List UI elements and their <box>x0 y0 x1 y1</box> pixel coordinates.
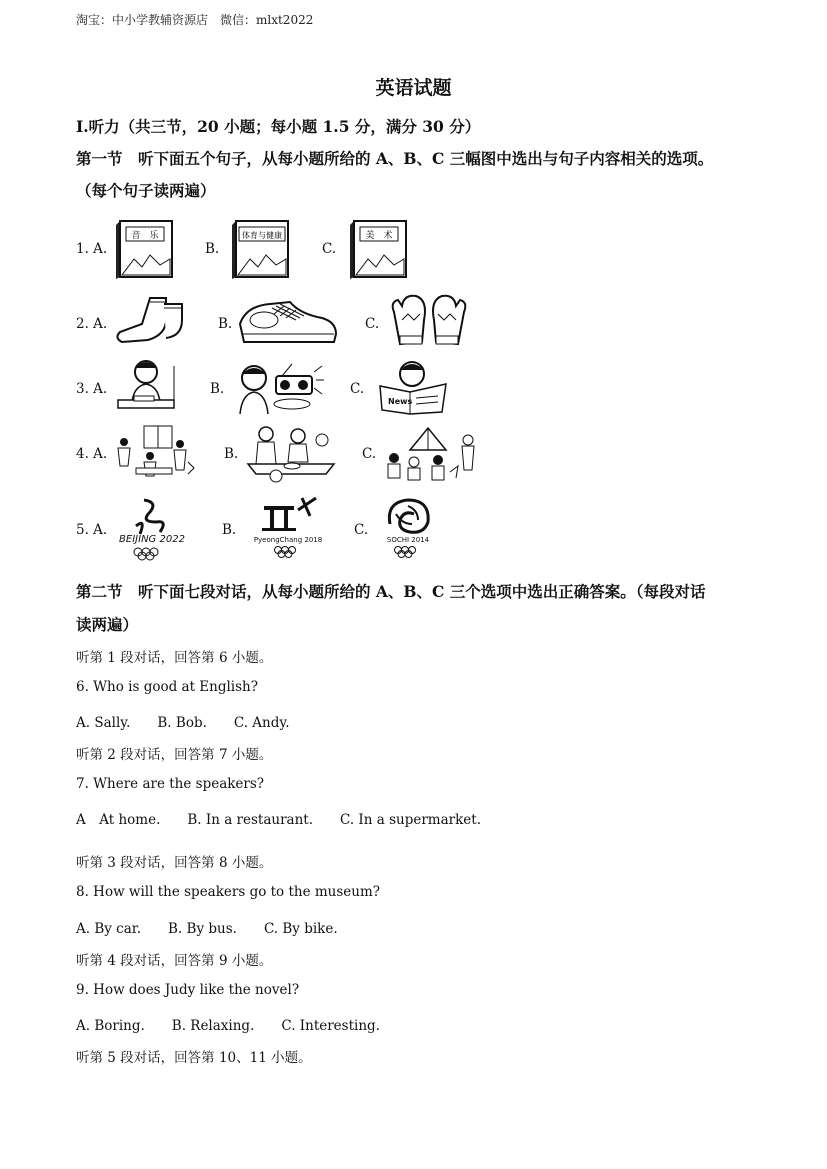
q4-label-c: C. <box>362 446 377 462</box>
question-9: 9. How does Judy like the novel? <box>76 982 300 998</box>
section1-instruction: 第一节 听下面五个句子，从每小题所给的 A、B、C 三幅图中选出与句子内容相关的选项。 <box>76 149 714 168</box>
question-6-options: A. Sally. B. Bob. C. Andy. <box>76 715 290 731</box>
question-7: 7. Where are the speakers? <box>76 776 265 792</box>
q3-option-b-boy-radio <box>234 356 326 416</box>
q2-label-c: C. <box>365 316 380 332</box>
q3-option-a-boy-writing <box>112 356 178 414</box>
dialogue-2-instruction: 听第 2 段对话，回答第 7 小题。 <box>76 747 273 763</box>
svg-text:News: News <box>388 397 413 406</box>
dialogue-1-instruction: 听第 1 段对话，回答第 6 小题。 <box>76 650 273 666</box>
svg-text:PyeongChang 2018: PyeongChang 2018 <box>253 536 323 544</box>
svg-text:体育与健康: 体育与健康 <box>242 231 282 240</box>
part1-heading: I.听力（共三节，20 小题；每小题 1.5 分，满分 30 分） <box>76 117 481 136</box>
svg-text:BEIJING 2022: BEIJING 2022 <box>119 534 185 545</box>
q2-label-a: 2. A. <box>76 316 108 332</box>
q3-label-a: 3. A. <box>76 381 108 397</box>
dialogue-3-instruction: 听第 3 段对话，回答第 8 小题。 <box>76 855 273 871</box>
q4-option-c-family-camping <box>384 420 480 482</box>
q5-label-a: 5. A. <box>76 522 108 538</box>
q5-label-c: C. <box>354 522 369 538</box>
svg-text:美 术: 美 术 <box>365 231 393 241</box>
dialogue-5-instruction: 听第 5 段对话，回答第 10、11 小题。 <box>76 1050 312 1066</box>
section1-instruction-cont: （每个句子读两遍） <box>76 181 216 200</box>
section2-instruction: 第二节 听下面七段对话，从每小题所给的 A、B、C 三个选项中选出正确答案。（每段对话 <box>76 582 706 601</box>
q3-option-c-boy-newspaper <box>376 356 450 416</box>
q3-label-b: B. <box>210 381 225 397</box>
q5-option-a-beijing-2022-logo <box>110 496 194 562</box>
q2-option-c-mittens <box>388 292 470 352</box>
question-8-options: A. By car. B. By bus. C. By bike. <box>76 921 338 937</box>
dialogue-4-instruction: 听第 4 段对话，回答第 9 小题。 <box>76 953 273 969</box>
question-6: 6. Who is good at English? <box>76 679 258 695</box>
q4-option-a-family-at-home <box>110 422 196 482</box>
q1-option-b-pe-book <box>230 219 290 281</box>
q4-label-b: B. <box>224 446 239 462</box>
q5-label-b: B. <box>222 522 237 538</box>
q5-option-c-sochi-2014-logo <box>378 494 440 562</box>
q2-option-b-sneakers <box>236 294 340 348</box>
q5-option-b-pyeongchang-2018-logo <box>244 494 332 562</box>
section2-instruction-cont: 读两遍） <box>76 615 139 634</box>
q4-option-b-family-dinner <box>246 420 336 484</box>
svg-text:音 乐: 音 乐 <box>131 231 159 241</box>
q1-label-c: C. <box>322 241 337 257</box>
q2-option-a-socks <box>112 294 190 346</box>
q1-option-c-art-book <box>348 219 408 281</box>
q3-label-c: C. <box>350 381 365 397</box>
page-header: 淘宝：中小学教辅资源店 微信：mlxt2022 <box>76 13 314 27</box>
q2-label-b: B. <box>218 316 233 332</box>
q1-option-a-music-book <box>114 219 174 281</box>
q1-label-a: 1. A. <box>76 241 108 257</box>
page-title: 英语试题 <box>375 77 452 99</box>
q1-label-b: B. <box>205 241 220 257</box>
q4-label-a: 4. A. <box>76 446 108 462</box>
question-8: 8. How will the speakers go to the museum? <box>76 884 381 900</box>
question-9-options: A. Boring. B. Relaxing. C. Interesting. <box>76 1018 380 1034</box>
question-7-options: A At home. B. In a restaurant. C. In a supermarket. <box>76 812 481 828</box>
svg-text:SOCHI 2014: SOCHI 2014 <box>386 536 430 544</box>
